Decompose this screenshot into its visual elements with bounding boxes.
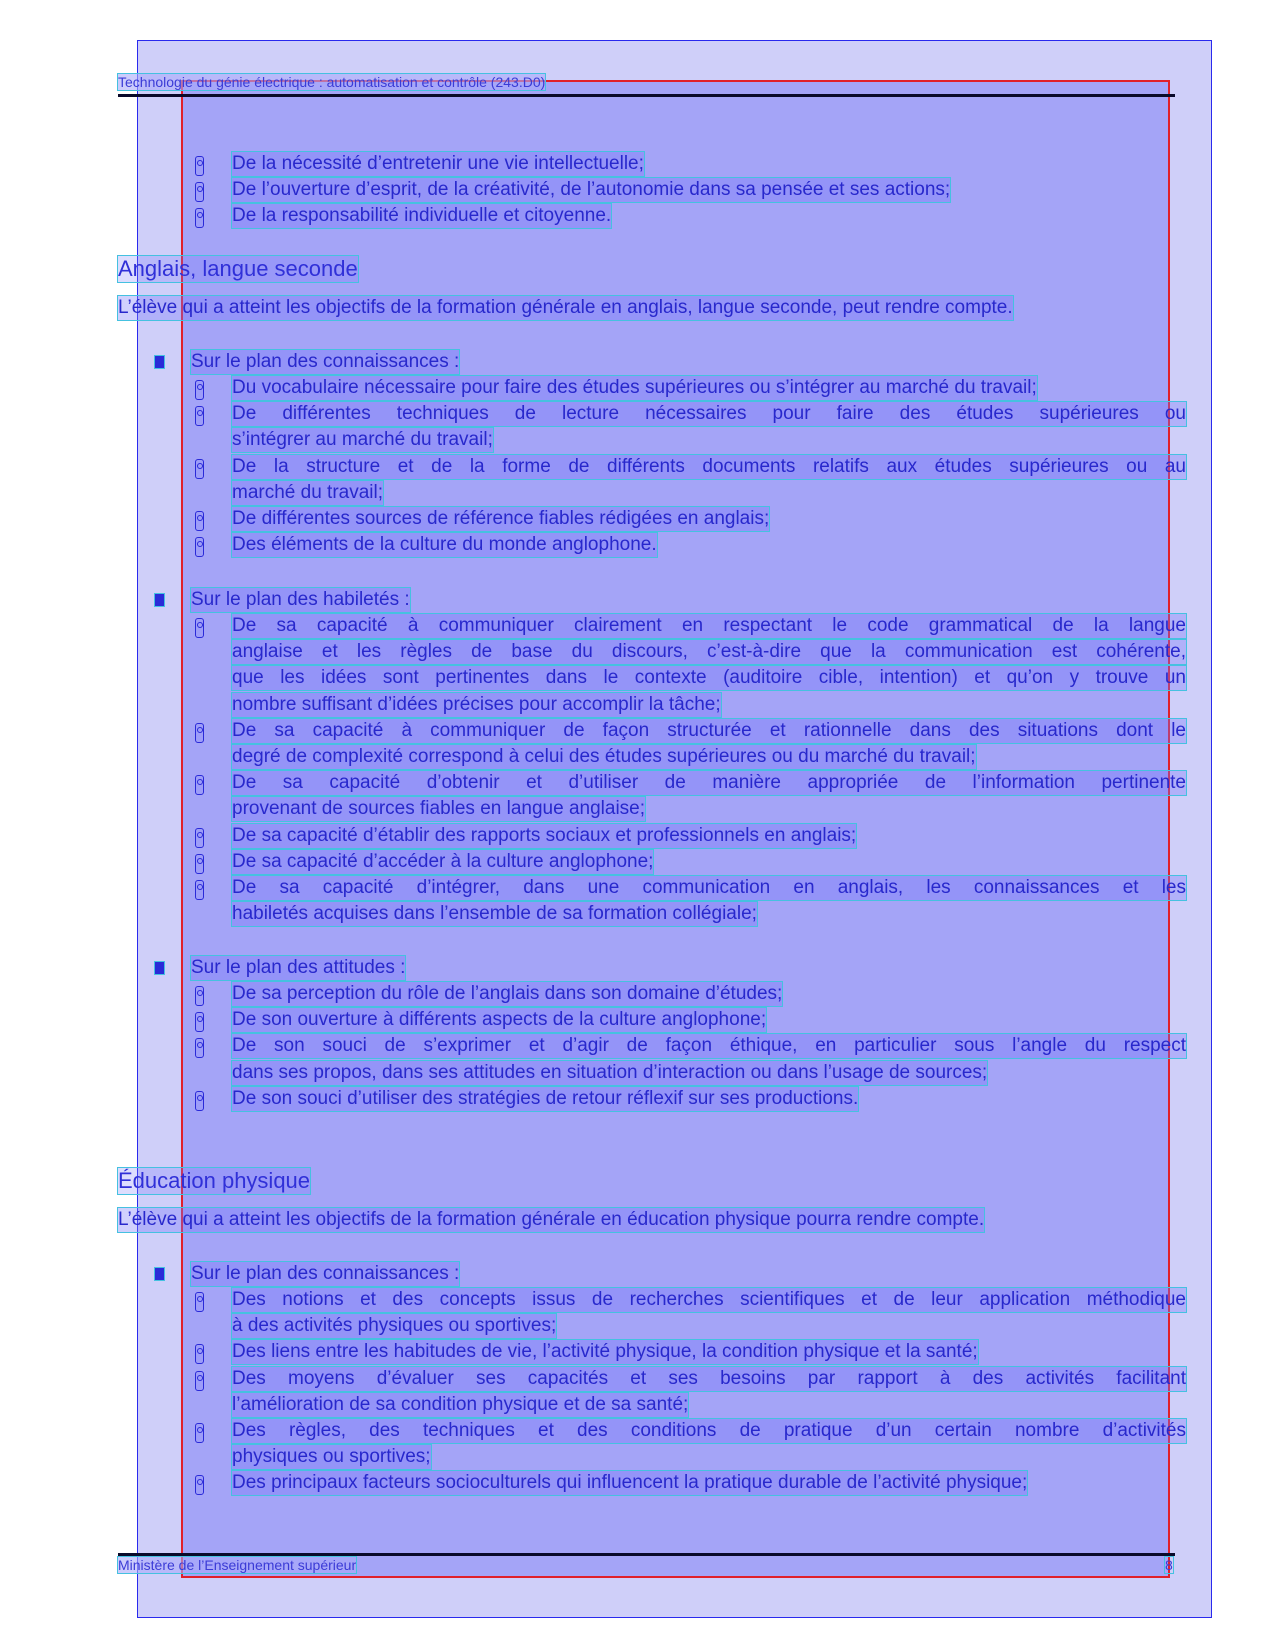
bullet-icon (195, 986, 204, 1006)
bullet-icon (195, 1292, 204, 1312)
bullet-icon (195, 1371, 204, 1391)
list-item-line: De sa capacité d’obtenir et d’utiliser de manière appropriée de l’information pertinente (232, 772, 1186, 794)
bullet-icon (195, 208, 204, 228)
running-footer: Ministère de l’Enseignement supérieur (118, 1557, 357, 1573)
list-item-line: De la structure et de la forme de différents documents relatifs aux études supérieures ou au (232, 455, 1186, 477)
section-intro: L’élève qui a atteint les objectifs de la formation générale en anglais, langue seconde, peut rendre compte. (118, 297, 1013, 318)
bullet-icon (195, 182, 204, 202)
bullet-icon (195, 380, 204, 400)
bullet-icon (195, 1423, 204, 1443)
bullet-icon (195, 880, 204, 900)
bullet-icon (195, 406, 204, 426)
list-item-line: De la responsabilité individuelle et citoyenne. (232, 205, 612, 227)
list-item-line: Des notions et des concepts issus de recherches scientifiques et de leur application méthodique (232, 1289, 1186, 1310)
footer-rule (118, 1553, 1175, 1556)
list-item-line: que les idées sont pertinentes dans le contexte (auditoire cible, intention) et qu’on y trouve un (232, 667, 1186, 689)
list-item-line: De son souci d’utiliser des stratégies de retour réflexif sur ses productions. (232, 1087, 859, 1109)
list-item-line: degré de complexité correspond à celui des études supérieures ou du marché du travail; (232, 746, 976, 767)
section-title: Anglais, langue seconde (118, 256, 358, 281)
bullet-icon (195, 1475, 204, 1495)
square-bullet-icon (155, 594, 164, 606)
list-item-line: De sa capacité d’intégrer, dans une communication en anglais, les connaissances et les (232, 877, 1186, 898)
bullet-icon (195, 1012, 204, 1032)
section-list-label: Sur le plan des attitudes : (191, 957, 406, 978)
list-item-line: De sa perception du rôle de l’anglais dans son domaine d’études; (232, 983, 783, 1004)
list-item-line: Du vocabulaire nécessaire pour faire des études supérieures ou s’intégrer au marché du travail; (232, 377, 1037, 398)
list-item-line: De son ouverture à différents aspects de la culture anglophone; (232, 1009, 767, 1031)
square-bullet-icon (155, 356, 164, 368)
square-bullet-icon (155, 1268, 164, 1280)
bullet-icon (195, 723, 204, 743)
section-list-label: Sur le plan des habiletés : (191, 589, 410, 610)
bullet-icon (195, 1038, 204, 1058)
list-item-line: Des moyens d’évaluer ses capacités et ses besoins par rapport à des activités facilitant (232, 1367, 1186, 1389)
bullet-icon (195, 618, 204, 638)
section-intro: L’élève qui a atteint les objectifs de la formation générale en éducation physique pourra rendre compte. (118, 1209, 985, 1230)
list-item-line: De différentes techniques de lecture nécessaires pour faire des études supérieures ou (232, 403, 1186, 425)
running-header: Technologie du génie électrique : automatisation et contrôle (243.D0) (118, 74, 546, 90)
bullet-icon (195, 459, 204, 479)
bullet-icon (195, 1344, 204, 1364)
list-item-line: s’intégrer au marché du travail; (232, 429, 493, 451)
list-item-line: provenant de sources fiables en langue anglaise; (232, 798, 646, 820)
list-item-line: Des principaux facteurs socioculturels qui influencent la pratique durable de l’activité physique; (232, 1472, 1028, 1494)
list-item-line: marché du travail; (232, 481, 384, 503)
page-number: 8 (1165, 1557, 1173, 1573)
section-list-label: Sur le plan des connaissances : (191, 351, 460, 372)
list-item-line: De différentes sources de référence fiables rédigées en anglais; (232, 508, 770, 529)
list-item-line: Des éléments de la culture du monde anglophone. (232, 534, 657, 556)
list-item-line: habiletés acquises dans l’ensemble de sa formation collégiale; (232, 903, 757, 925)
section-title: Éducation physique (118, 1168, 311, 1193)
list-item-line: De l’ouverture d’esprit, de la créativité, de l’autonomie dans sa pensée et ses actions; (232, 179, 951, 201)
bullet-icon (195, 511, 204, 531)
list-item-line: De sa capacité à communiquer de façon structurée et rationnelle dans des situations dont le (232, 719, 1186, 741)
list-item-line: De la nécessité d’entretenir une vie intellectuelle; (232, 153, 644, 174)
list-item-line: De son souci de s’exprimer et d’agir de façon éthique, en particulier sous l’angle du respect (232, 1035, 1186, 1057)
list-item-line: De sa capacité à communiquer clairement en respectant le code grammatical de la langue (232, 615, 1186, 636)
list-item-line: De sa capacité d’accéder à la culture anglophone; (232, 850, 654, 872)
section-list-label: Sur le plan des connaissances : (191, 1263, 460, 1284)
list-item-line: De sa capacité d’établir des rapports sociaux et professionnels en anglais; (232, 824, 857, 846)
header-rule (118, 94, 1175, 97)
list-item-line: anglaise et les règles de base du discours, c’est-à-dire que la communication est cohérente, (232, 641, 1186, 663)
bullet-icon (195, 775, 204, 795)
bullet-icon (195, 828, 204, 848)
list-item-line: dans ses propos, dans ses attitudes en situation d’interaction ou dans l’usage de sources; (232, 1061, 988, 1083)
bullet-icon (195, 537, 204, 557)
list-item-line: physiques ou sportives; (232, 1446, 431, 1468)
square-bullet-icon (155, 962, 164, 974)
bullet-icon (195, 854, 204, 874)
list-item-line: nombre suffisant d’idées précises pour accomplir la tâche; (232, 693, 721, 715)
list-item-line: à des activités physiques ou sportives; (232, 1315, 557, 1337)
list-item-line: l’amélioration de sa condition physique et de sa santé; (232, 1393, 689, 1415)
list-item-line: Des liens entre les habitudes de vie, l’activité physique, la condition physique et la santé; (232, 1341, 978, 1363)
list-item-line: Des règles, des techniques et des conditions de pratique d’un certain nombre d’activités (232, 1420, 1186, 1441)
bullet-icon (195, 156, 204, 176)
bullet-icon (195, 1091, 204, 1111)
